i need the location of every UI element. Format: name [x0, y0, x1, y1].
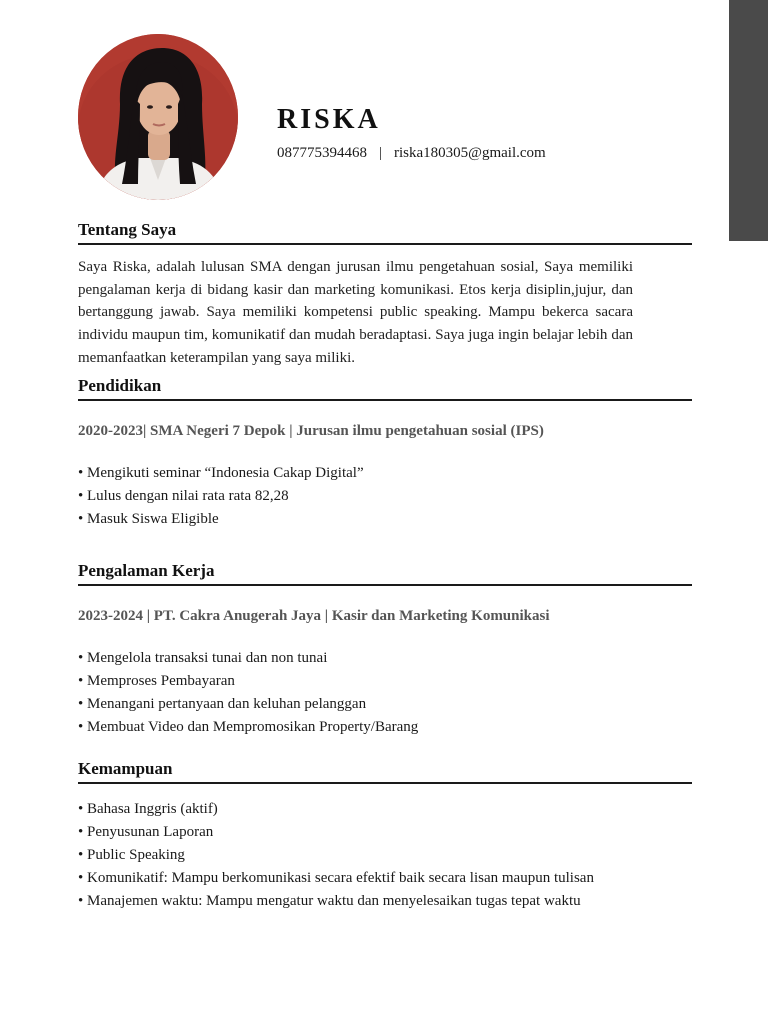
- phone-number: 087775394468: [277, 145, 367, 161]
- experience-list: [78, 647, 418, 739]
- profile-photo-illustration: [78, 34, 238, 200]
- list-item: • Lulus dengan nilai rata rata 82,28: [78, 485, 364, 508]
- section-title-about: Tentang Saya: [78, 220, 692, 245]
- contact-info: [277, 145, 546, 162]
- profile-photo: [78, 34, 238, 200]
- list-item: • Manajemen waktu: Mampu mengatur waktu dan menyelesaikan tugas tepat waktu: [78, 890, 594, 913]
- list-item: • Penyusunan Laporan: [78, 821, 594, 844]
- person-name: RISKA: [277, 104, 381, 135]
- list-item: • Membuat Video dan Mempromosikan Property/Barang: [78, 716, 418, 739]
- list-item: • Public Speaking: [78, 844, 594, 867]
- skills-list: [78, 798, 594, 913]
- section-title-experience: Pengalaman Kerja: [78, 561, 692, 586]
- list-item: • Mengikuti seminar “Indonesia Cakap Digital”: [78, 462, 364, 485]
- list-item: • Bahasa Inggris (aktif): [78, 798, 594, 821]
- contact-separator: |: [379, 145, 383, 161]
- about-paragraph: Saya Riska, adalah lulusan SMA dengan jurusan ilmu pengetahuan sosial, Saya memiliki pengalaman kerja di bidang kasir dan marketing komunikasi. Etos kerja disiplin,jujur, dan bertanggung jawab. Saya memiliki kompetensi public speaking. Mampu bekerca sacara individu maupun tim, komunikatif dan mudah beradaptasi. Saya juga ingin belajar lebih dan memanfaatkan keterampilan yang saya miliki.: [78, 259, 633, 366]
- section-title-skills: Kemampuan: [78, 759, 692, 784]
- education-list: [78, 462, 364, 531]
- section-title-education: Pendidikan: [78, 376, 692, 401]
- list-item: • Memproses Pembayaran: [78, 670, 418, 693]
- list-item: • Komunikatif: Mampu berkomunikasi secara efektif baik secara lisan maupun tulisan: [78, 867, 594, 890]
- experience-entry-header: 2023-2024 | PT. Cakra Anugerah Jaya | Kasir dan Marketing Komunikasi: [78, 608, 550, 624]
- list-item: • Menangani pertanyaan dan keluhan pelanggan: [78, 693, 418, 716]
- email-address: riska180305@gmail.com: [394, 145, 546, 161]
- education-entry-header: 2020-2023| SMA Negeri 7 Depok | Jurusan ilmu pengetahuan sosial (IPS): [78, 423, 544, 439]
- list-item: • Masuk Siswa Eligible: [78, 508, 364, 531]
- list-item: • Mengelola transaksi tunai dan non tunai: [78, 647, 418, 670]
- scrollbar-thumb[interactable]: [729, 0, 768, 241]
